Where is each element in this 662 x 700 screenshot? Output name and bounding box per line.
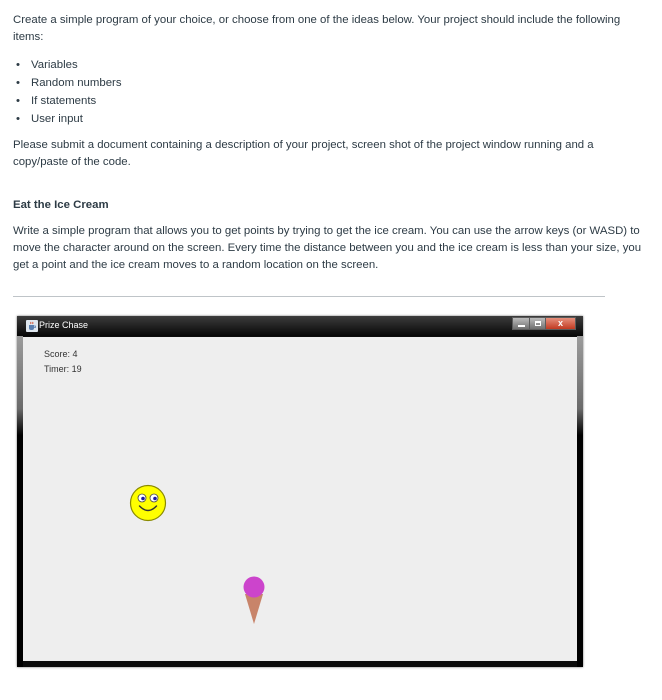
section-title: Eat the Ice Cream	[13, 199, 109, 211]
window-controls	[513, 317, 576, 330]
window-titlebar[interactable]	[17, 316, 583, 336]
java-cup-icon	[26, 320, 38, 332]
window-frame-right	[577, 336, 583, 667]
submit-instructions: Please submit a document containing a description of your project, screen shot of the project window running and a copy/paste of the code.	[13, 139, 594, 168]
minimize-button[interactable]	[512, 317, 530, 330]
list-item: • If statements	[29, 92, 643, 110]
requirements-list	[13, 56, 643, 128]
maximize-icon	[535, 321, 541, 326]
list-item: • User input	[29, 110, 643, 128]
smiley-face-icon	[129, 484, 167, 522]
minimize-icon	[518, 325, 525, 327]
game-canvas[interactable]	[23, 337, 577, 661]
prize-chase-window	[17, 316, 583, 667]
close-button[interactable]	[545, 317, 576, 330]
intro-paragraph: Create a simple program of your choice, or choose from one of the ideas below. Your project should include the following items:	[13, 14, 621, 43]
assignment-document	[13, 12, 643, 274]
maximize-button[interactable]	[529, 317, 546, 330]
score-label: Score: 4	[44, 349, 78, 359]
project-description: Write a simple program that allows you to get points by trying to get the ice cream. You can use the arrow keys (or WASD) to move the character around on the screen. Every time the distance between you and the ice cream is less than your size, you get a point and the ice cream moves to a random location on the screen.	[13, 225, 642, 271]
close-icon: x	[557, 318, 563, 328]
list-item: • Random numbers	[29, 74, 643, 92]
timer-label: Timer: 19	[44, 364, 82, 374]
window-title: Prize Chase	[39, 320, 89, 330]
horizontal-divider	[13, 296, 605, 297]
list-item: • Variables	[29, 56, 643, 74]
ice-cream-icon	[241, 576, 267, 626]
